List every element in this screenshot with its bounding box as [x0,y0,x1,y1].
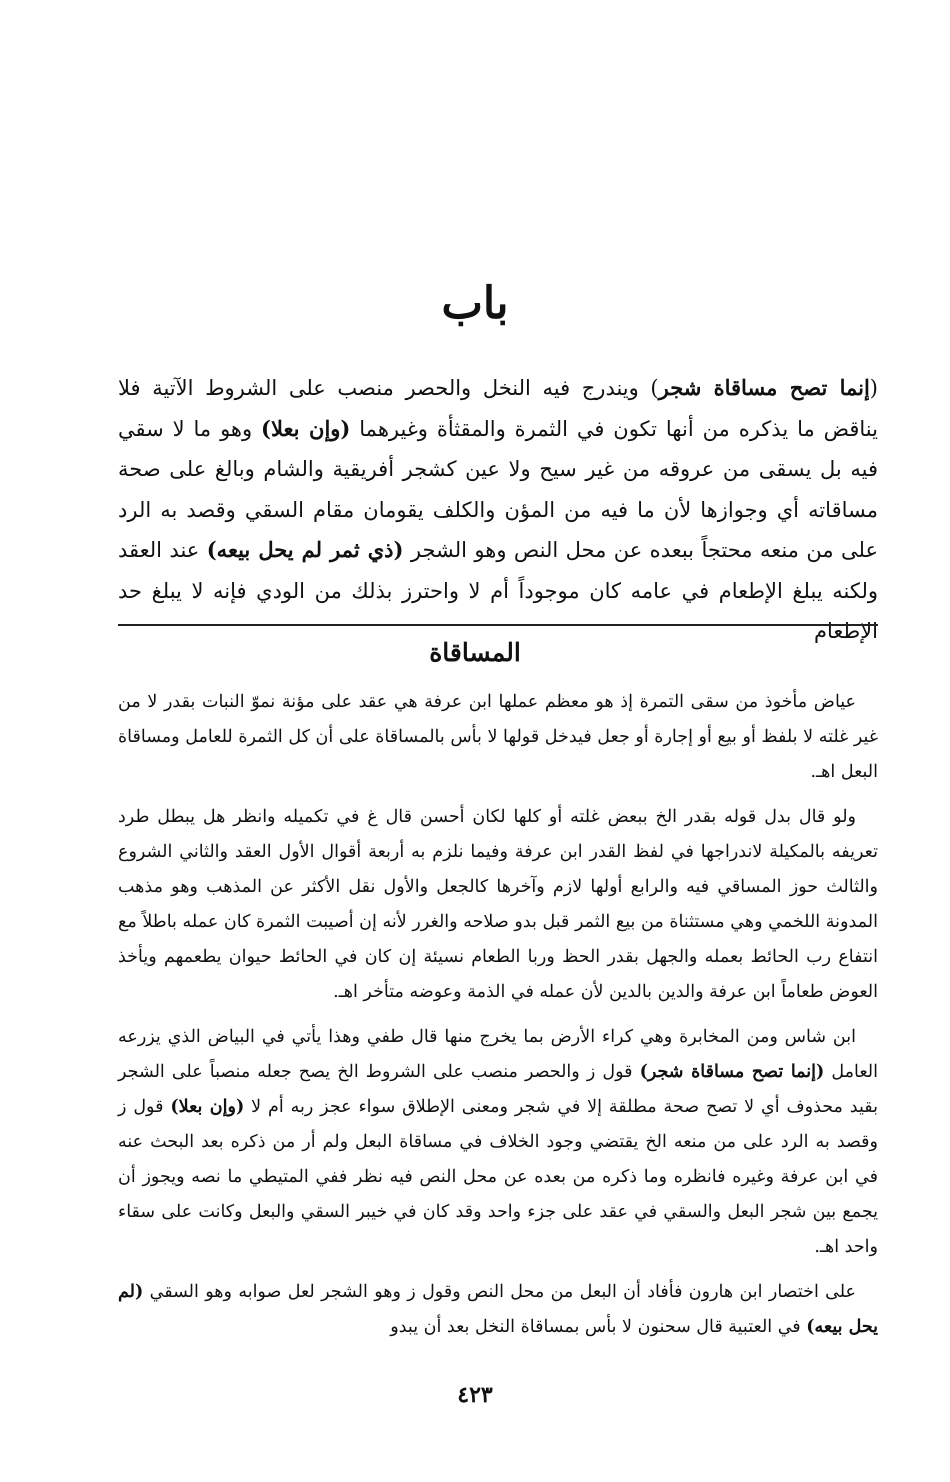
main-text-bold-phrase: (وإن بعلا) [261,415,351,441]
commentary-bold-phrase: (وإن بعلا) [170,1097,245,1117]
commentary-segment: ابن شاس ومن المخابرة وهي كراء الأرض بما يخرج منها قال طفي وهذا يأتي في البياض الذي يزرعه العامل [118,1027,878,1082]
main-text [118,368,878,652]
chapter-title: باب [441,278,509,329]
commentary-paragraph [118,1275,878,1345]
main-text-segment: عند العقد ولكنه يبلغ الإطعام في عامه كان موجوداً أم لا واحترز بذلك من الودي فإنه لا يبلغ حد الإطعام [118,538,878,643]
commentary-segment: في العتبية قال سحنون لا بأس بمساقاة النخل بعد أن يبدو [390,1317,807,1337]
section-heading: المساقاة [429,638,521,667]
main-text-open-paren: ( [869,376,878,400]
commentary-paragraph: ولو قال بدل قوله بقدر الخ ببعض غلته أو كلها لكان أحسن قال غ في تكميله وانظر هل يبطل طرد تعريفه بالمكيلة لاندراجها في لفظ القدر ابن عرفة وفيما نلزم به أربعة أقوال الأول العقد والثاني الشروع والثالث حوز المساقي فيه والرابع أولها لازم وآخرها كالجعل والأول نقل الأكثر عن المذهب وهو مذهب المدونة اللخمي وهي مستثناة من بيع الثمر قبل بدو صلاحه والغرر لأنه إن أصيبت الثمرة كان عمله باطلاً مع انتفاع رب الحائط بعمله والجهل بقدر الحظ وربا الطعام نسيئة إن كان في الحائط حيوان يطعمهم ويأخذ العوض طعاماً ابن عرفة والدين بالدين لأن عمله في الذمة وعوضه متأخر اهـ. [118,807,878,1002]
main-text-bold-phrase: (ذي ثمر لم يحل بيعه) [206,537,404,562]
commentary-segment: قول ز وقصد به الرد على من منعه الخ يقتضي وجود الخلاف في مساقاة البعل ولم أر من ذكره بعد البحث عنه في ابن عرفة وغيره فانظره وما ذكره من بعده عن محل النص فيه نظر ففي المتيطي ما نصه ويجوز أن يجمع بين شجر البعل والسقي في عقد على جزء واحد وقد كان في خيبر السقي والبعل وكانت على سقاء واحد اهـ. [118,1097,878,1257]
commentary-bold-phrase: (إنما تصح مساقاة شجر) [639,1062,825,1082]
page-number: ٤٢٣ [457,1382,493,1408]
commentary-segment: على اختصار ابن هارون فأفاد أن البعل من محل النص وقول ز وهو الشجر لعل صوابه وهو السقي [143,1282,856,1302]
main-text-segment: ) ويندرج فيه النخل والحصر منصب على الشروط الآتية فلا يناقض ما يذكره من أنها تكون في الثمرة والمقثأة وغيرهما [118,376,878,441]
section-divider [118,624,878,626]
commentary-paragraph: عياض مأخوذ من سقى التمرة إذ هو معظم عملها ابن عرفة هي عقد على مؤنة نموّ النبات بقدر لا من غير غلته لا بلفظ أو بيع أو إجارة أو جعل فيدخل قولها لا بأس بالمساقاة على أن كل الثمرة للعامل ومساقاة البعل اهـ. [118,692,878,782]
commentary-segment: قول ز والحصر منصب على الشروط الخ يصح جعله منصباً على الشجر بقيد محذوف أي لا تصح صحة مطلقة إلا في شجر ومعنى الإطلاق سواء عجز ربه أم لا [118,1062,878,1117]
commentary-paragraph [118,1020,878,1265]
commentary [118,685,878,1355]
main-text-bold-phrase: إنما تصح مساقاة شجر [658,375,870,400]
commentary-bold-phrase: (لم يحل بيعه) [118,1282,878,1337]
main-text-segment: وهو ما لا سقي فيه بل يسقى من عروقه من غير سيح ولا عين كشجر أفريقية والشام وبالغ على صحة مساقاته أي وجوازها لأن ما فيه من المؤن والكلف يقومان مقام السقي وقصد به الرد على من منعه محتجاً ببعده عن محل النص وهو الشجر [118,416,878,562]
